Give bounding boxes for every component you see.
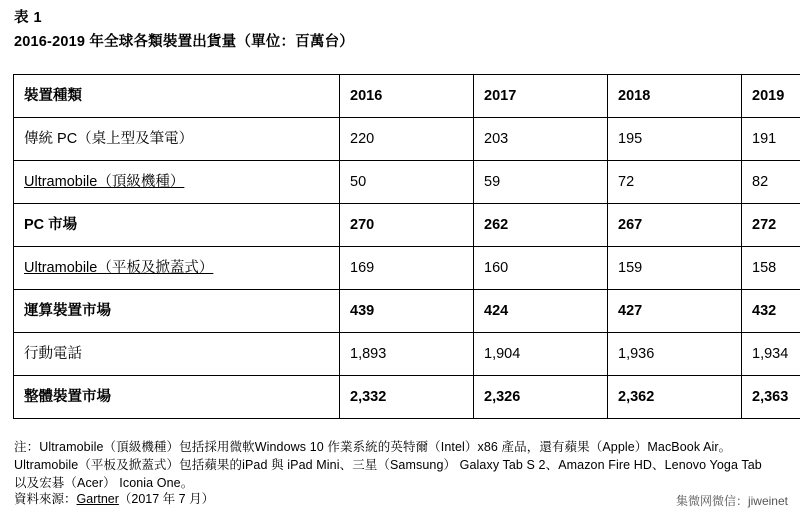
row-label: PC 市場 [14,204,340,247]
column-header-2016: 2016 [340,75,474,118]
row-label: 傳統 PC（桌上型及筆電） [14,118,340,161]
row-value-2019: 158 [742,247,800,290]
row-value-2017: 59 [474,161,608,204]
row-label: Ultramobile（平板及掀蓋式） [14,247,340,290]
column-header-2017: 2017 [474,75,608,118]
row-value-2017: 2,326 [474,376,608,419]
row-value-2017: 1,904 [474,333,608,376]
column-header-device-type: 裝置種類 [14,75,340,118]
row-value-2019: 82 [742,161,800,204]
row-value-2019: 1,934 [742,333,800,376]
source-name: Gartner [76,492,119,506]
table-row [14,376,800,419]
row-label: 行動電話 [14,333,340,376]
row-value-2018: 1,936 [608,333,742,376]
row-value-2018: 2,362 [608,376,742,419]
row-value-2017: 424 [474,290,608,333]
row-label: 運算裝置市場 [14,290,340,333]
row-value-2019: 272 [742,204,800,247]
column-header-2019: 2019 [742,75,800,118]
table-row [14,290,800,333]
row-value-2016: 50 [340,161,474,204]
source-line [14,489,214,507]
table-row [14,333,800,376]
row-value-2018: 427 [608,290,742,333]
row-value-2016: 439 [340,290,474,333]
row-value-2017: 203 [474,118,608,161]
table-header-row [14,75,800,118]
row-value-2019: 191 [742,118,800,161]
table-body [14,75,800,419]
row-value-2016: 220 [340,118,474,161]
table-caption-title: 2016-2019 年全球各類裝置出貨量（單位：百萬台） [14,34,354,50]
row-value-2016: 1,893 [340,333,474,376]
table-row [14,247,800,290]
row-value-2018: 159 [608,247,742,290]
table-footnote: 注：Ultramobile（頂級機種）包括採用微軟Windows 10 作業系統的英特爾（Intel）x86 產品，還有蘋果（Apple）MacBook Air。Ultramobile（平板及掀蓋式）包括蘋果的iPad 與 iPad Mini、三星（Samsung） Galaxy Tab S 2、Amazon Fire HD、Lenovo Yoga Tab 以及宏碁（Acer） Iconia One。 [14,440,762,491]
row-value-2016: 270 [340,204,474,247]
row-value-2018: 267 [608,204,742,247]
row-value-2019: 2,363 [742,376,800,419]
row-value-2018: 72 [608,161,742,204]
column-header-2018: 2018 [608,75,742,118]
table-row [14,118,800,161]
row-value-2016: 2,332 [340,376,474,419]
device-shipments-table [13,74,800,419]
table-row [14,204,800,247]
row-value-2017: 262 [474,204,608,247]
source-suffix: （2017 年 7 月） [118,492,215,506]
row-label: Ultramobile（頂級機種） [14,161,340,204]
table-caption-number: 表 1 [14,10,43,26]
watermark: 集微网微信：jiweinet [675,494,788,508]
row-value-2016: 169 [340,247,474,290]
source-prefix: 資料來源： [14,492,77,506]
row-value-2019: 432 [742,290,800,333]
row-value-2018: 195 [608,118,742,161]
table-row [14,161,800,204]
row-value-2017: 160 [474,247,608,290]
row-label: 整體裝置市場 [14,376,340,419]
